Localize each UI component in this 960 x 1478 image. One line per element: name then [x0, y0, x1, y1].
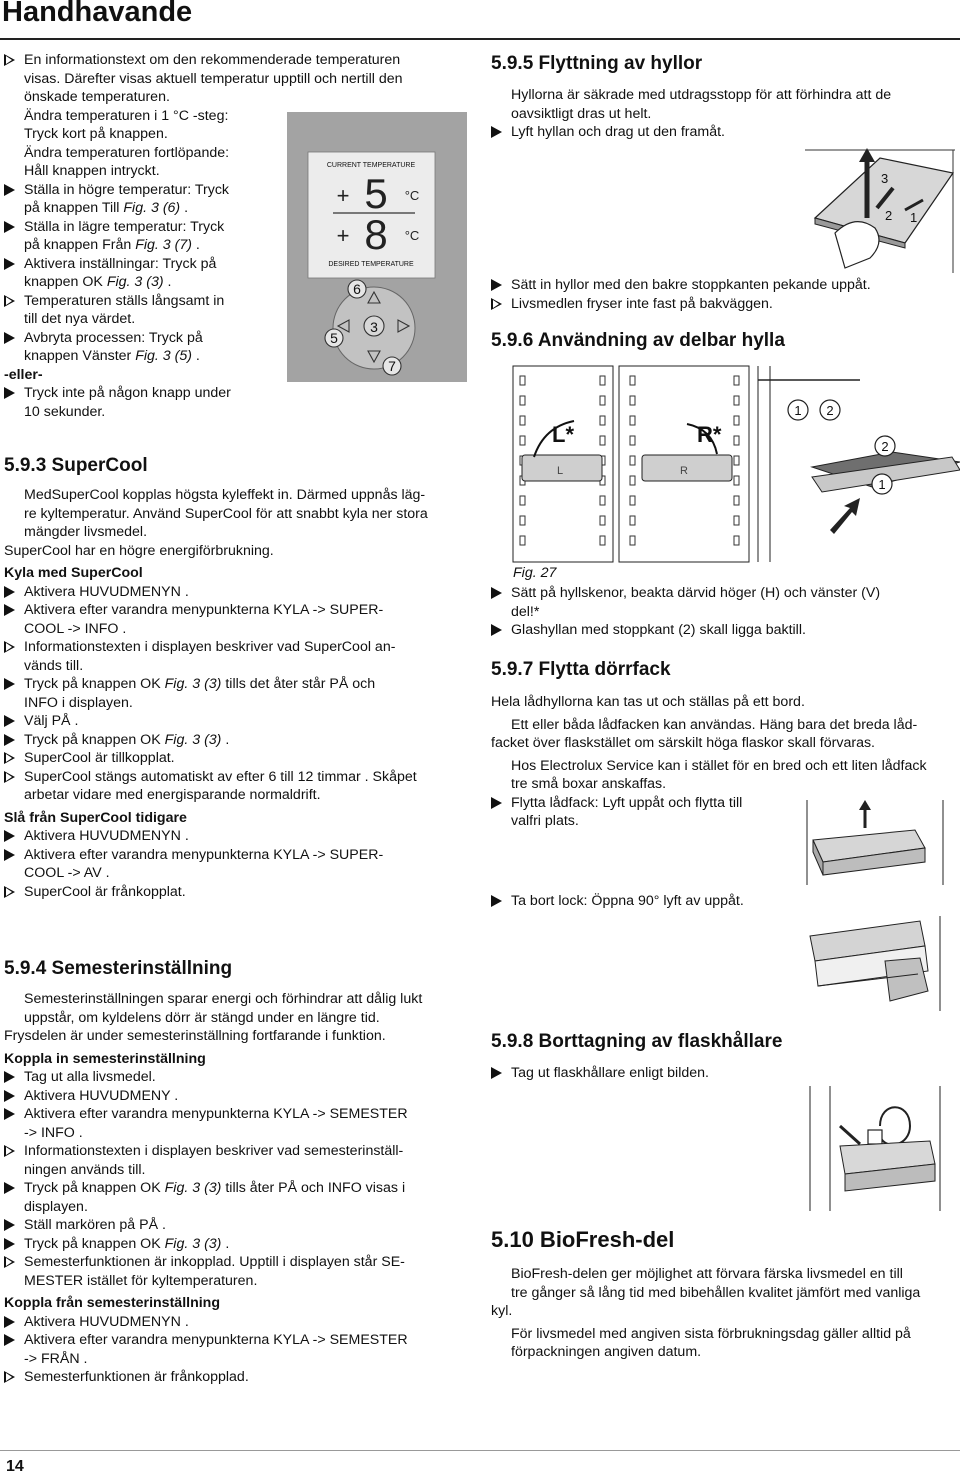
partial-shelf-small-l: L — [557, 465, 564, 477]
instruction-line: COOL -> INFO . — [24, 620, 127, 637]
display-desired-unit: °C — [404, 228, 420, 243]
partial-shelf-callout-1: 1 — [794, 403, 802, 418]
instruction-line: önskade temperaturen. — [24, 89, 170, 105]
action-arrow-icon — [4, 332, 15, 344]
result-arrow-icon — [4, 1145, 15, 1157]
result-arrow-icon — [4, 1256, 15, 1268]
instruction-line: SuperCool har en högre energiförbrukning. — [4, 542, 274, 559]
shelves-text — [491, 86, 960, 142]
action-arrow-icon — [4, 1316, 15, 1328]
display-desired-label: DESIRED TEMPERATURE — [328, 261, 414, 268]
header-rule — [0, 38, 960, 40]
door-rack-figure — [805, 800, 955, 885]
result-arrow-icon — [4, 54, 15, 66]
instruction-line: Glashyllan med stoppkant (2) skall ligga baktill. — [491, 621, 960, 640]
instruction-line: Aktivera HUVUDMENYN . — [4, 1313, 474, 1332]
partial-shelf-callout-1b: 1 — [878, 477, 886, 492]
result-arrow-icon — [4, 752, 15, 764]
instruction-line: Livsmedlen fryser inte fast på bakväggen. — [491, 295, 960, 314]
display-current-value: 5 — [364, 170, 388, 217]
shelves-heading: 5.9.5 Flyttning av hyllor — [491, 53, 703, 74]
instruction-line: Välj PÅ . — [4, 712, 474, 731]
shelf-removal-figure — [805, 148, 955, 273]
partial-shelf-small-r: R — [680, 465, 688, 477]
semester-section — [4, 990, 474, 1387]
action-arrow-icon — [491, 587, 502, 599]
instruction-line: arbetar vidare med energisparande normaldrift. — [24, 787, 321, 803]
instruction-line: Avbryta processen: Tryck på — [4, 329, 266, 348]
instruction-line: knappen Vänster Fig. 3 (5) . — [24, 348, 200, 364]
instruction-line: Ett eller båda lådfacken kan användas. Häng bara det breda låd- — [511, 716, 918, 733]
display-current-unit: °C — [404, 188, 420, 203]
action-arrow-icon — [4, 1219, 15, 1231]
shelf-figure-number-2: 2 — [885, 208, 893, 223]
action-arrow-icon — [4, 221, 15, 233]
instruction-line: visas. Därefter visas aktuell temperatur upptill och nertill den — [24, 70, 403, 87]
instruction-line: Ändra temperaturen i 1 °C -steg: — [24, 107, 229, 124]
display-current-label: CURRENT TEMPERATURE — [326, 162, 416, 169]
door-rack-heading: 5.9.7 Flytta dörrfack — [491, 659, 671, 680]
instruction-line: kyl. — [491, 1303, 513, 1319]
instruction-line: Aktivera HUVUDMENYN . — [4, 583, 474, 602]
action-arrow-icon — [4, 258, 15, 270]
display-callout-6: 6 — [353, 281, 361, 297]
instruction-line: Koppla från semesterinställning — [4, 1295, 221, 1311]
action-arrow-icon — [4, 1090, 15, 1102]
shelf-figure-number-3: 3 — [881, 171, 889, 186]
action-arrow-icon — [491, 797, 502, 809]
shelves-notes — [491, 276, 960, 313]
instruction-line: -> FRÅN . — [24, 1350, 88, 1367]
instruction-line: Tryck på knappen OK Fig. 3 (3) . — [4, 1235, 474, 1254]
instruction-line: Aktivera HUVUDMENY . — [4, 1087, 474, 1106]
instruction-line: Tryck kort på knappen. — [24, 126, 168, 142]
action-arrow-icon — [491, 624, 502, 636]
footer-rule — [0, 1450, 960, 1451]
instruction-line: Semesterfunktionen är frånkopplad. — [4, 1368, 474, 1387]
action-arrow-icon — [4, 387, 15, 399]
bottle-holder-figure — [800, 1086, 950, 1211]
action-arrow-icon — [4, 830, 15, 842]
instruction-line: Informationstexten i displayen beskriver vad SuperCool an- — [4, 638, 474, 657]
instruction-line: oavsiktligt dras ut helt. — [511, 105, 652, 122]
result-arrow-icon — [4, 1371, 15, 1383]
figure-caption: Fig. 27 — [513, 565, 557, 581]
partial-shelf-figure — [512, 362, 960, 564]
action-arrow-icon — [4, 1238, 15, 1250]
partial-shelf-heading: 5.9.6 Användning av delbar hylla — [491, 330, 785, 351]
shelf-figure-number-1: 1 — [910, 210, 918, 225]
instruction-line: till det nya värdet. — [24, 311, 136, 327]
instruction-line: vänds till. — [24, 657, 84, 674]
instruction-line: Ställa in högre temperatur: Tryck — [4, 181, 266, 200]
result-arrow-icon — [491, 298, 502, 310]
bottle-holder-text: Tag ut flaskhållare enligt bilden. — [491, 1064, 960, 1083]
action-arrow-icon — [4, 604, 15, 616]
partial-shelf-callout-2: 2 — [826, 403, 834, 418]
instruction-line: Semesterinställningen sparar energi och förhindrar att dålig lukt — [24, 991, 423, 1007]
instruction-line: SuperCool är frånkopplat. — [4, 883, 474, 902]
display-figure — [287, 112, 467, 382]
instruction-line: Aktivera inställningar: Tryck på — [4, 255, 266, 274]
instruction-line: Håll knappen intryckt. — [24, 163, 160, 179]
instruction-line: Lyft hyllan och drag ut den framåt. — [491, 123, 960, 142]
instruction-line: Aktivera efter varandra menypunkterna KYLA -> SUPER- — [4, 601, 474, 620]
instruction-line: Tryck på knappen OK Fig. 3 (3) tills det åter står PÅ och — [4, 675, 474, 694]
result-arrow-icon — [4, 641, 15, 653]
action-arrow-icon — [491, 279, 502, 291]
instruction-line: Semesterfunktionen är inkopplad. Upptill i displayen står SE- — [4, 1253, 474, 1272]
instruction-line: Temperaturen ställs långsamt in — [4, 292, 266, 311]
instruction-line: knappen OK Fig. 3 (3) . — [24, 274, 172, 290]
instruction-line: Tryck inte på någon knapp under — [4, 384, 266, 403]
result-arrow-icon — [4, 295, 15, 307]
page-number: 14 — [6, 1458, 24, 1475]
instruction-line: SuperCool stängs automatiskt av efter 6 till 12 timmar . Skåpet — [4, 768, 474, 787]
instruction-line: Aktivera efter varandra menypunkterna KYLA -> SEMESTER — [4, 1331, 474, 1350]
display-callout-5: 5 — [330, 330, 338, 346]
instruction-line: Hos Electrolux Service kan i stället för en bred och ett liten lådfack — [511, 757, 927, 774]
instruction-line: Koppla in semesterinställning — [4, 1050, 206, 1067]
partial-shelf-callout-2b: 2 — [881, 439, 889, 454]
action-arrow-icon — [4, 1071, 15, 1083]
remove-lid-line: Ta bort lock: Öppna 90° lyft av uppåt. — [491, 892, 960, 911]
action-arrow-icon — [4, 849, 15, 861]
instruction-line: del!* — [511, 603, 540, 620]
instruction-line: Slå från SuperCool tidigare — [4, 809, 187, 826]
instruction-line: Informationstexten i displayen beskriver vad semesterinställ- — [4, 1142, 474, 1161]
instruction-line: på knappen Från Fig. 3 (7) . — [24, 237, 200, 253]
partial-shelf-label-right: R* — [697, 422, 722, 447]
instruction-line: på knappen Till Fig. 3 (6) . — [24, 200, 189, 216]
display-callout-7: 7 — [388, 358, 396, 374]
partial-shelf-text — [491, 584, 960, 640]
action-arrow-icon — [4, 184, 15, 196]
instruction-line: Hela lådhyllorna kan tas ut och ställas på ett bord. — [491, 694, 805, 710]
instruction-line: INFO i displayen. — [24, 694, 133, 711]
action-arrow-icon — [4, 734, 15, 746]
instruction-line: Ändra temperaturen fortlöpande: — [24, 144, 230, 161]
instruction-line: uppstår, om kyldelens dörr är stängd under en längre tid. — [24, 1009, 380, 1026]
action-arrow-icon — [491, 126, 502, 138]
instruction-line: Aktivera efter varandra menypunkterna KYLA -> SUPER- — [4, 846, 474, 865]
instruction-line: -> INFO . — [24, 1124, 83, 1141]
action-arrow-icon — [4, 715, 15, 727]
instruction-line: ningen används till. — [24, 1161, 146, 1178]
action-arrow-icon — [4, 678, 15, 690]
result-arrow-icon — [4, 771, 15, 783]
instruction-line: 10 sekunder. — [24, 403, 106, 420]
instruction-line: Tag ut alla livsmedel. — [4, 1068, 474, 1087]
instruction-line: BioFresh-delen ger möjlighet att förvara färska livsmedel en till — [511, 1266, 903, 1282]
instruction-line: tre små boxar anskaffas. — [511, 776, 667, 792]
action-arrow-icon — [4, 1334, 15, 1346]
biofresh-text — [491, 1265, 960, 1362]
supercool-heading: 5.9.3 SuperCool — [4, 455, 148, 476]
instruction-line: Sätt på hyllskenor, beakta därvid höger (H) och vänster (V) — [491, 584, 960, 603]
instruction-line: Aktivera efter varandra menypunkterna KYLA -> SEMESTER — [4, 1105, 474, 1124]
instruction-line: Sätt in hyllor med den bakre stoppkanten pekande uppåt. — [491, 276, 960, 295]
instruction-line: -eller- — [4, 366, 43, 383]
instruction-line: Hyllorna är säkrade med utdragsstopp för att förhindra att de — [511, 87, 892, 103]
page-title: Handhavande — [2, 0, 193, 28]
action-arrow-icon — [4, 1182, 15, 1194]
instruction-line: Ställ markören på PÅ . — [4, 1216, 474, 1235]
instruction-line: tre gånger så lång tid med bibehållen kvalitet jämfört med vanliga — [511, 1284, 921, 1301]
display-desired-sign: + — [336, 223, 350, 248]
instruction-line: En informationstext om den rekommenderade temperaturen — [4, 51, 494, 70]
instruction-line: Flytta lådfack: Lyft uppåt och flytta till — [491, 794, 960, 813]
semester-heading: 5.9.4 Semesterinställning — [4, 958, 233, 979]
instruction-line: Aktivera HUVUDMENYN . — [4, 827, 474, 846]
instruction-line: COOL -> AV . — [24, 865, 110, 881]
instruction-line: MESTER istället för kyltemperaturen. — [24, 1272, 258, 1289]
instruction-line: MedSuperCool kopplas högsta kyleffekt in. Därmed uppnås läg- — [24, 487, 426, 503]
instruction-line: Tryck på knappen OK Fig. 3 (3) tills åter PÅ och INFO visas i — [4, 1179, 474, 1198]
instruction-line: Ställa in lägre temperatur: Tryck — [4, 218, 266, 237]
instruction-line: displayen. — [24, 1198, 88, 1215]
bottle-holder-heading: 5.9.8 Borttagning av flaskhållare — [491, 1031, 783, 1052]
biofresh-heading: 5.10 BioFresh-del — [491, 1227, 675, 1252]
instruction-line: facket över flaskstället om särskilt höga flaskor skall förvaras. — [491, 735, 875, 751]
instruction-line: Frysdelen är under semesterinställning fortfarande i funktion. — [4, 1028, 386, 1044]
supercool-section — [4, 486, 474, 901]
display-desired-value: 8 — [364, 211, 388, 258]
instruction-line: re kyltemperatur. Använd SuperCool för att snabbt kyla ner stora — [24, 505, 428, 522]
instruction-line: mängder livsmedel. — [24, 524, 148, 540]
instruction-line: För livsmedel med angiven sista förbrukningsdag gäller alltid på — [511, 1325, 911, 1342]
instruction-line: valfri plats. — [511, 813, 579, 829]
result-arrow-icon — [4, 886, 15, 898]
instruction-line: SuperCool är tillkopplat. — [4, 749, 474, 768]
display-current-sign: + — [336, 183, 350, 208]
instruction-line: Kyla med SuperCool — [4, 565, 143, 581]
lid-figure — [790, 916, 950, 1011]
display-callout-3: 3 — [370, 319, 378, 335]
action-arrow-icon — [4, 1108, 15, 1120]
instruction-line: Tryck på knappen OK Fig. 3 (3) . — [4, 731, 474, 750]
action-arrow-icon — [4, 586, 15, 598]
instruction-line: förpackningen angiven datum. — [511, 1344, 702, 1360]
partial-shelf-label-left: L* — [552, 422, 574, 447]
